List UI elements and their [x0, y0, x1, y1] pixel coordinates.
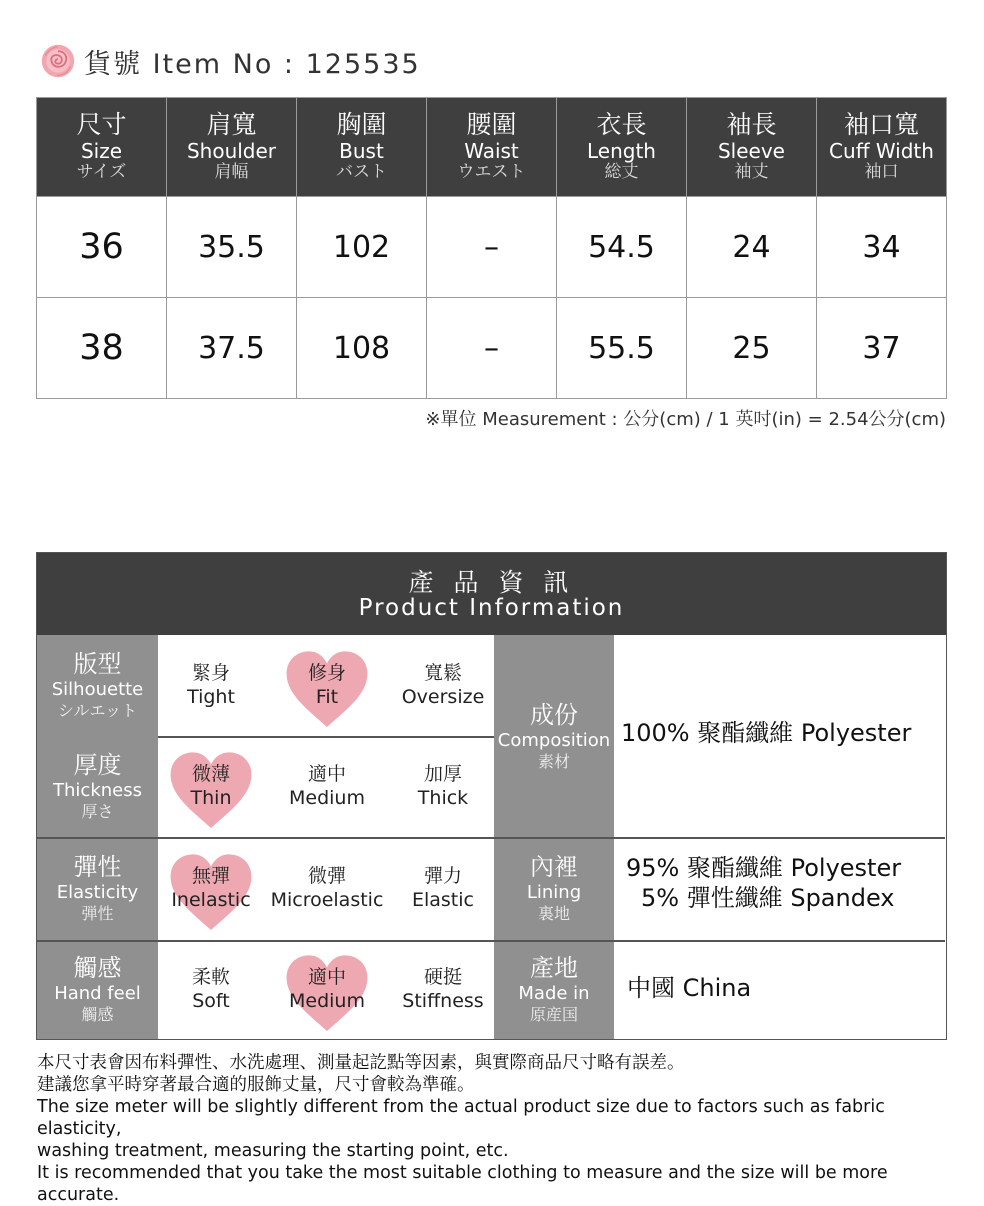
header-en: Cuff Width	[829, 139, 934, 164]
option-zh: 寬鬆	[423, 662, 462, 685]
header-jp: 総丈	[604, 162, 639, 183]
label-jp: シルエット	[57, 701, 138, 721]
label-zh: 內裡	[530, 853, 578, 882]
option-zh: 彈力	[423, 865, 462, 888]
header-en: Waist	[464, 139, 519, 164]
divider	[158, 736, 494, 738]
option-inelastic-selected	[152, 837, 270, 940]
column-header-cuff-width	[817, 98, 947, 197]
label-jp: 原産国	[529, 1005, 578, 1025]
item-number-header	[40, 38, 421, 84]
header-zh: 尺寸	[76, 110, 127, 140]
column-header-size	[37, 98, 167, 197]
measurement-note: ※單位 Measurement : 公分(cm) / 1 英吋(in) = 2.54公分(cm)	[425, 409, 946, 430]
header-zh: 腰圍	[466, 110, 517, 140]
table-cell: 35.5	[167, 197, 297, 298]
option-zh: 微彈	[307, 865, 346, 888]
column-header-bust	[297, 98, 427, 197]
option-zh: 硬挺	[423, 966, 462, 989]
option-en: Thick	[417, 786, 469, 809]
label-en: Composition	[497, 729, 611, 751]
item-number-label: 貨號 Item No : 125535	[84, 48, 421, 80]
option-zh: 緊身	[191, 662, 230, 685]
option-oversize	[384, 635, 502, 736]
option-microelastic	[268, 837, 386, 940]
label-jp: 素材	[537, 751, 570, 771]
option-soft	[152, 940, 270, 1039]
label-zh: 產地	[530, 954, 578, 983]
option-en: Soft	[192, 989, 230, 1012]
header-en: Shoulder	[186, 139, 277, 164]
label-en: Made in	[518, 983, 590, 1005]
option-elastic	[384, 837, 502, 940]
column-header-sleeve	[687, 98, 817, 197]
option-en: Oversize	[401, 685, 485, 708]
size-cell: 38	[37, 298, 167, 399]
attribute-label-hand-feel	[37, 940, 158, 1039]
option-fit-selected	[268, 635, 386, 736]
label-jp: 厚さ	[81, 802, 114, 822]
header-jp: バスト	[336, 162, 387, 183]
option-medium	[268, 736, 386, 837]
product-info-panel	[36, 552, 947, 1040]
column-header-length	[557, 98, 687, 197]
label-zh: 厚度	[73, 751, 122, 780]
option-zh: 加厚	[423, 763, 462, 786]
option-medium-selected	[268, 940, 386, 1039]
header-jp: 袖口	[864, 162, 899, 183]
disclaimer-line: It is recommended that you take the most suitable clothing to measure and the size will be more accurate.	[37, 1163, 888, 1205]
option-thick	[384, 736, 502, 837]
size-table	[36, 97, 947, 399]
table-cell: 34	[817, 197, 947, 298]
label-en: Lining	[526, 882, 582, 904]
table-cell: 55.5	[557, 298, 687, 399]
table-cell: 102	[297, 197, 427, 298]
option-en: Thin	[190, 786, 232, 809]
label-zh: 版型	[73, 650, 122, 679]
lining-label	[494, 837, 614, 940]
label-en: Silhouette	[51, 679, 144, 701]
option-en: Elastic	[411, 888, 474, 911]
table-cell: –	[427, 197, 557, 298]
column-header-shoulder	[167, 98, 297, 197]
option-zh: 修身	[307, 662, 346, 685]
option-zh: 微薄	[191, 763, 230, 786]
option-en: Microelastic	[270, 888, 384, 911]
option-en: Fit	[315, 685, 339, 708]
rose-icon	[40, 43, 76, 79]
label-en: Thickness	[53, 780, 142, 802]
attribute-label-thickness	[37, 736, 158, 837]
label-zh: 彈性	[73, 853, 122, 882]
label-zh: 觸感	[73, 954, 122, 983]
label-zh: 成份	[530, 700, 578, 729]
header-zh: 衣長	[596, 110, 647, 140]
option-stiffness	[384, 940, 502, 1039]
lining-value-line2: 5% 彈性纖維 Spandex	[641, 884, 895, 912]
origin-value: 中國 China	[627, 974, 752, 1002]
table-cell: –	[427, 298, 557, 399]
header-en: Size	[80, 139, 123, 164]
header-zh: 胸圍	[336, 110, 387, 140]
disclaimer	[37, 1052, 952, 1206]
disclaimer-line: The size meter will be slightly different from the actual product size due to factors such as fabric elasticity,	[37, 1097, 885, 1139]
option-en: Inelastic	[171, 888, 251, 911]
header-jp: 肩幅	[214, 162, 249, 183]
attribute-label-elasticity	[37, 837, 158, 940]
origin-label	[494, 940, 614, 1039]
column-header-waist	[427, 98, 557, 197]
option-zh: 適中	[307, 763, 346, 786]
table-cell: 54.5	[557, 197, 687, 298]
disclaimer-line: washing treatment, measuring the starting point, etc.	[37, 1141, 509, 1161]
header-jp: 袖丈	[734, 162, 769, 183]
product-info-title-en: Product Information	[358, 595, 625, 621]
header-zh: 袖長	[726, 110, 777, 140]
option-tight	[152, 635, 270, 736]
header-zh: 袖口寬	[843, 110, 919, 140]
table-row	[37, 197, 947, 298]
option-zh: 無彈	[191, 865, 230, 888]
product-info-header	[37, 553, 946, 635]
label-jp: 弾性	[81, 904, 114, 924]
header-en: Sleeve	[717, 139, 785, 164]
option-en: Tight	[187, 685, 235, 708]
divider	[37, 940, 945, 942]
option-thin-selected	[152, 736, 270, 837]
header-zh: 肩寬	[206, 110, 257, 140]
option-zh: 柔軟	[191, 966, 230, 989]
table-cell: 108	[297, 298, 427, 399]
table-cell: 37	[817, 298, 947, 399]
option-en: Medium	[289, 989, 365, 1012]
size-table-header-row	[37, 98, 947, 197]
attribute-label-silhouette	[37, 635, 158, 736]
table-cell: 24	[687, 197, 817, 298]
header-en: Length	[587, 139, 656, 164]
label-jp: 裏地	[537, 904, 570, 924]
composition-label	[494, 635, 614, 837]
option-en: Stiffness	[402, 989, 484, 1012]
header-jp: サイズ	[76, 162, 127, 183]
composition-value: 100% 聚酯纖維 Polyester	[621, 719, 912, 747]
divider	[37, 837, 945, 839]
option-zh: 適中	[307, 966, 346, 989]
product-info-title-zh: 產 品 資 訊	[408, 568, 575, 597]
disclaimer-line: 建議您拿平時穿著最合適的服飾丈量，尺寸會較為準確。	[37, 1075, 475, 1095]
table-cell: 37.5	[167, 298, 297, 399]
disclaimer-line: 本尺寸表會因布料彈性、水洗處理、測量起訖點等因素，與實際商品尺寸略有誤差。	[37, 1053, 685, 1073]
option-en: Medium	[289, 786, 365, 809]
table-row	[37, 298, 947, 399]
lining-value-line1: 95% 聚酯纖維 Polyester	[626, 854, 902, 882]
header-en: Bust	[339, 139, 384, 164]
label-en: Hand feel	[54, 983, 141, 1005]
label-jp: 觸感	[81, 1005, 114, 1025]
label-en: Elasticity	[56, 882, 139, 904]
size-cell: 36	[37, 197, 167, 298]
header-jp: ウエスト	[457, 162, 526, 183]
table-cell: 25	[687, 298, 817, 399]
